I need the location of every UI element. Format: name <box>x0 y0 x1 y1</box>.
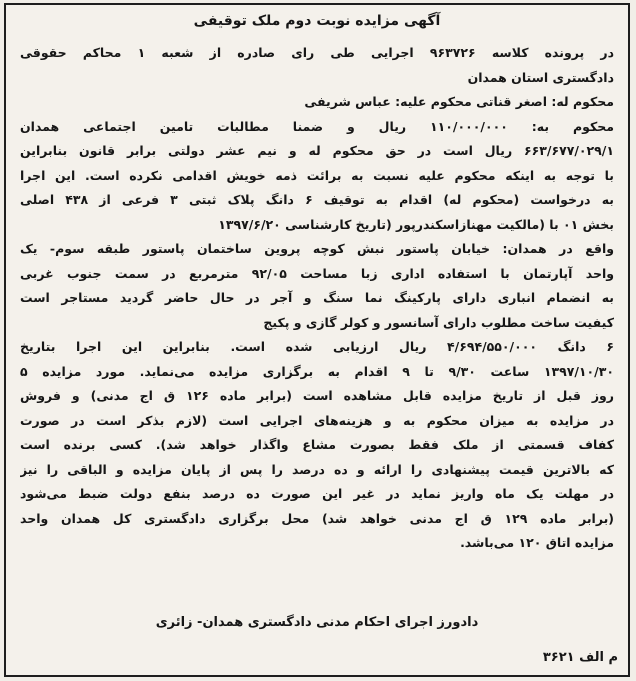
notice-line: واقع در همدان: خیابان پاستور نبش کوچه پروین ساختمان پاستور طبقه سوم- یک <box>20 241 614 256</box>
notice-line: در مهلت یک ماه واریز نماید در غیر این صورت ده درصد بنفع دولت ضبط می‌شود <box>20 486 614 501</box>
notice-line: (برابر ماده ۱۲۹ ق اج مدنی خواهد شد) محل برگزاری دادگستری کل همدان واحد <box>20 510 614 526</box>
notice-frame <box>4 3 630 677</box>
notice-line: ۱۳۹۷/۱۰/۳۰ ساعت ۹/۳۰ تا ۹ اقدام به برگزاری مزایده می‌نماید. مورد مزایده ۵ <box>20 363 614 379</box>
notice-line: که بالاترین قیمت پیشنهادی را ارائه و ده درصد را پس از پایان مزایده و الباقی را نیز <box>20 461 614 477</box>
notice-signature: دادورز اجرای احکام مدنی دادگستری همدان- زائری <box>155 615 479 630</box>
notice-line: مزایده اتاق ۱۲۰ می‌باشد. <box>460 535 614 550</box>
notice-line: در مزایده به میزان محکوم به و هزینه‌های اجرایی است (لازم بذکر است در صورت <box>20 412 614 428</box>
notice-line: کفاف قسمتی از ملک فقط بصورت مشاع واگذار خواهد شد). کسی برنده است <box>20 437 614 452</box>
notice-line: کیفیت ساخت مطلوب دارای آسانسور و کولر گازی و پکیج <box>263 314 614 330</box>
notice-line: روز قبل از تاریخ مزایده قابل مشاهده است (برابر ماده ۱۲۶ ق اج مدنی) و فروش <box>20 388 614 403</box>
notice-line: محکوم به: ۱۱۰/۰۰۰/۰۰۰ ریال و ضمنا مطالبات تامین اجتماعی همدان <box>20 118 614 134</box>
notice-line: به درخواست (محکوم له) اقدام به توقیف ۶ دانگ پلاک ثبتی ۳ فرعی از ۴۳۸ اصلی <box>20 192 614 207</box>
notice-reference-code: م الف ۳۶۲۱ <box>542 650 618 665</box>
notice-line: دادگستری استان همدان <box>467 69 614 85</box>
notice-body <box>20 41 614 556</box>
notice-line: واحد آپارتمان با استفاده اداری زبا مساحت ۹۲/۰۵ مترمربع در سمت جنوب غربی <box>20 265 614 281</box>
notice-line: به انضمام انباری دارای پارکینگ نما سنگ و آجر در حال حاضر گردید مستاجر است <box>20 290 614 305</box>
notice-line: ۶۶۳/۶۷۷/۰۲۹/۱ ریال است در حق محکوم له و نیم عشر دولتی برابر قانون بنابراین <box>20 143 614 158</box>
notice-line: ۶ دانگ ۴/۶۹۴/۵۵۰/۰۰۰ ریال ارزیابی شده است. بنابراین این اجرا بتاریخ <box>20 339 614 354</box>
notice-line: با توجه به اینکه محکوم علیه نسبت به برائت ذمه خویش اقدامی نکرده است. این اجرا <box>20 167 614 183</box>
notice-line: محکوم له: اصغر قناتی محکوم علیه: عباس شریفی <box>304 94 614 109</box>
notice-line: بخش ۰۱ با (مالکیت مهنازاسکندرپور (تاریخ کارشناسی ۱۳۹۷/۶/۲۰ <box>218 216 614 232</box>
notice-title: آگهی مزایده نوبت دوم ملک توقیفی <box>193 13 441 29</box>
notice-line: در پرونده کلاسه ۹۶۳۷۲۶ اجرایی طی رای صادره از شعبه ۱ محاکم حقوقی <box>20 45 614 60</box>
